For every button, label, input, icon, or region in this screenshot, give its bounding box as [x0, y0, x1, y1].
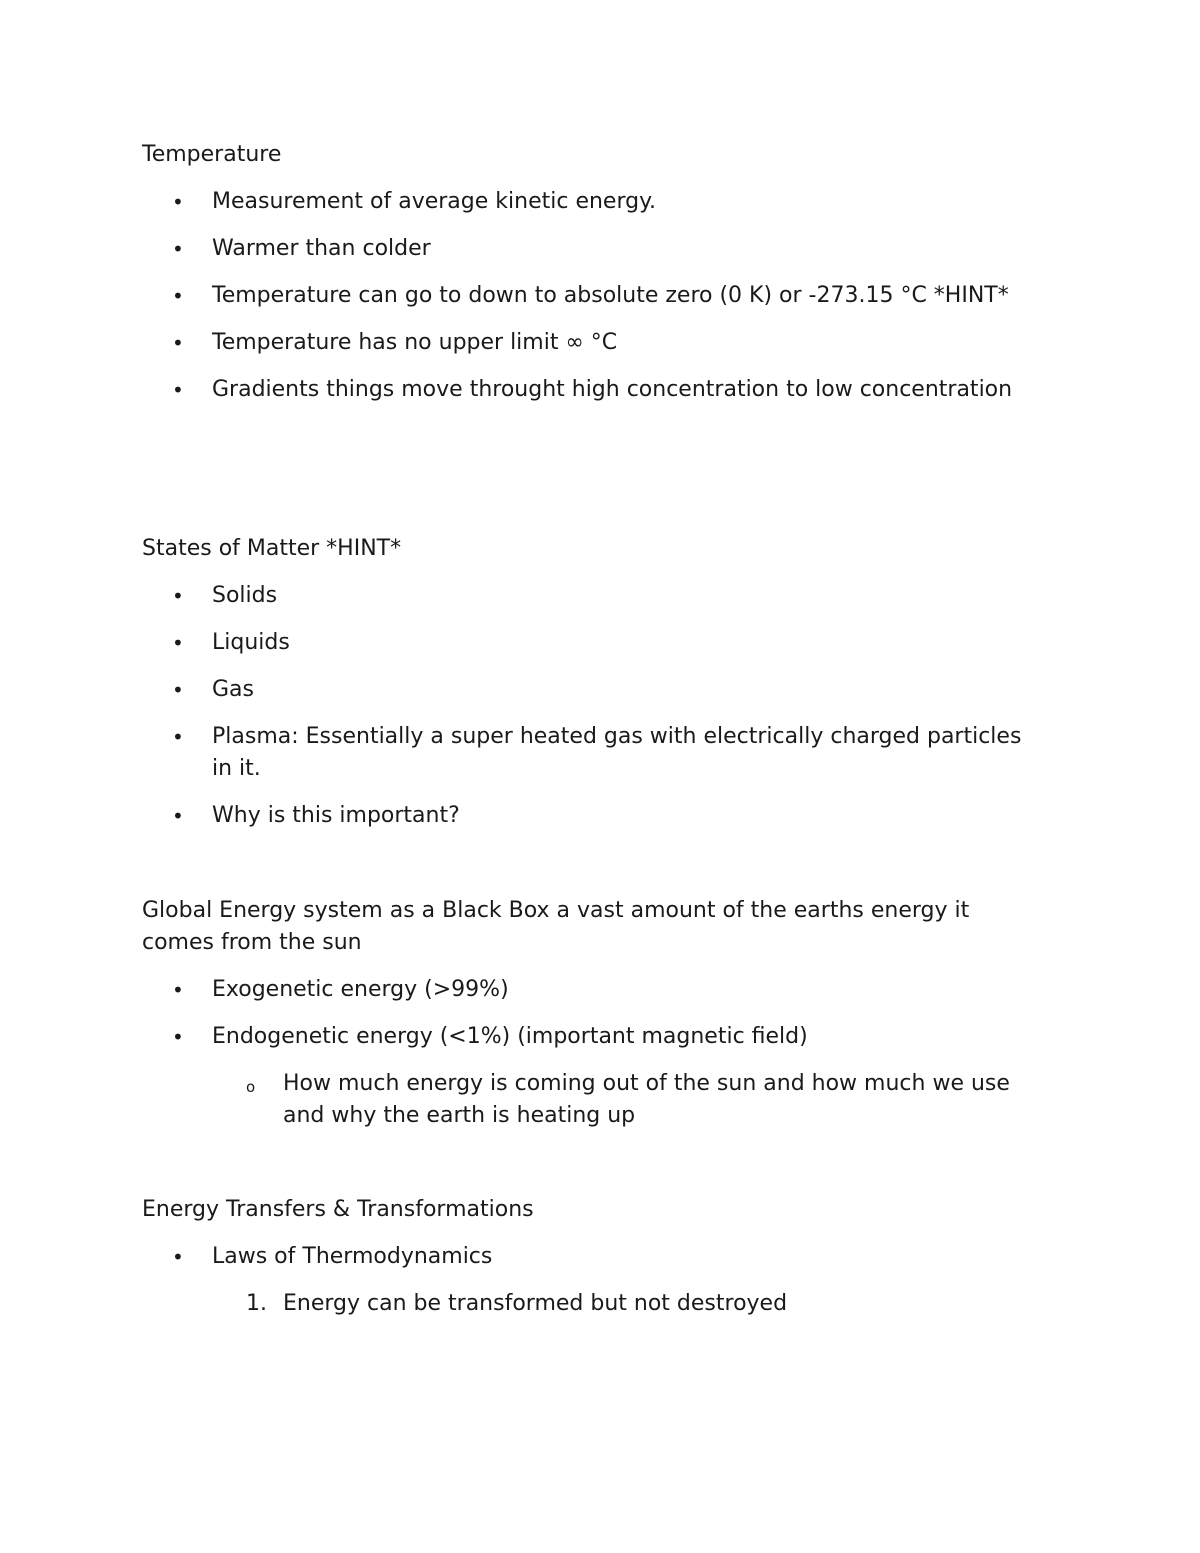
list-item-text: Plasma: Essentially a super heated gas with electrically charged particles in it.	[212, 724, 1022, 781]
bullet-marker: •	[172, 804, 184, 828]
section-heading: Temperature	[142, 142, 282, 167]
bullet-marker: •	[172, 190, 184, 214]
bullet-marker: •	[172, 284, 184, 308]
section-temperature	[142, 139, 1042, 406]
list-item-text: Laws of Thermodynamics	[212, 1244, 493, 1269]
bullet-marker: •	[172, 1245, 184, 1269]
numbered-list-item	[142, 1288, 1042, 1320]
section-energy-transfers	[142, 1194, 1042, 1320]
numbered-list-item-text: Energy can be transformed but not destroyed	[283, 1291, 788, 1316]
section-heading: States of Matter *HINT*	[142, 536, 402, 561]
section-global-energy	[142, 895, 1042, 1132]
list-item	[142, 721, 1042, 785]
list-item	[142, 1241, 1042, 1273]
list-item-text: Warmer than colder	[212, 236, 431, 261]
bullet-marker: •	[172, 1025, 184, 1049]
list-item	[142, 580, 1042, 612]
list-item	[142, 233, 1042, 265]
list-item-text: Measurement of average kinetic energy.	[212, 189, 656, 214]
bullet-marker: •	[172, 631, 184, 655]
list-number: 1.	[246, 1291, 267, 1316]
list-item	[142, 627, 1042, 659]
list-item	[142, 280, 1042, 312]
list-item	[142, 374, 1042, 406]
section-heading: Global Energy system as a Black Box a vast amount of the earths energy it comes from the sun	[142, 898, 970, 955]
list-item-text: Endogenetic energy (<1%) (important magnetic field)	[212, 1024, 808, 1049]
list-item-text: Gradients things move throught high concentration to low concentration	[212, 377, 1013, 402]
bullet-marker: •	[172, 378, 184, 402]
section-heading: Energy Transfers & Transformations	[142, 1197, 534, 1222]
sub-list-item	[142, 1068, 1042, 1132]
bullet-marker: •	[172, 978, 184, 1002]
list-item-text: Exogenetic energy (>99%)	[212, 977, 509, 1002]
bullet-marker: •	[172, 237, 184, 261]
list-item-text: Temperature has no upper limit ∞ °C	[212, 330, 618, 355]
list-item-text: Solids	[212, 583, 278, 608]
list-item	[142, 186, 1042, 218]
list-item-text: Temperature can go to down to absolute zero (0 K) or -273.15 °C *HINT*	[212, 283, 1009, 308]
list-item	[142, 1021, 1042, 1053]
section-states-of-matter	[142, 533, 1042, 832]
list-item-text: Gas	[212, 677, 254, 702]
list-item	[142, 800, 1042, 832]
bullet-marker: •	[172, 331, 184, 355]
sub-list-item-text: How much energy is coming out of the sun and how much we use and why the earth is heating up	[283, 1071, 1010, 1128]
list-item-text: Why is this important?	[212, 803, 460, 828]
bullet-marker: •	[172, 725, 184, 749]
circle-bullet-marker: o	[246, 1078, 256, 1096]
list-item	[142, 674, 1042, 706]
list-item	[142, 974, 1042, 1006]
bullet-marker: •	[172, 584, 184, 608]
bullet-marker: •	[172, 678, 184, 702]
list-item	[142, 327, 1042, 359]
list-item-text: Liquids	[212, 630, 290, 655]
